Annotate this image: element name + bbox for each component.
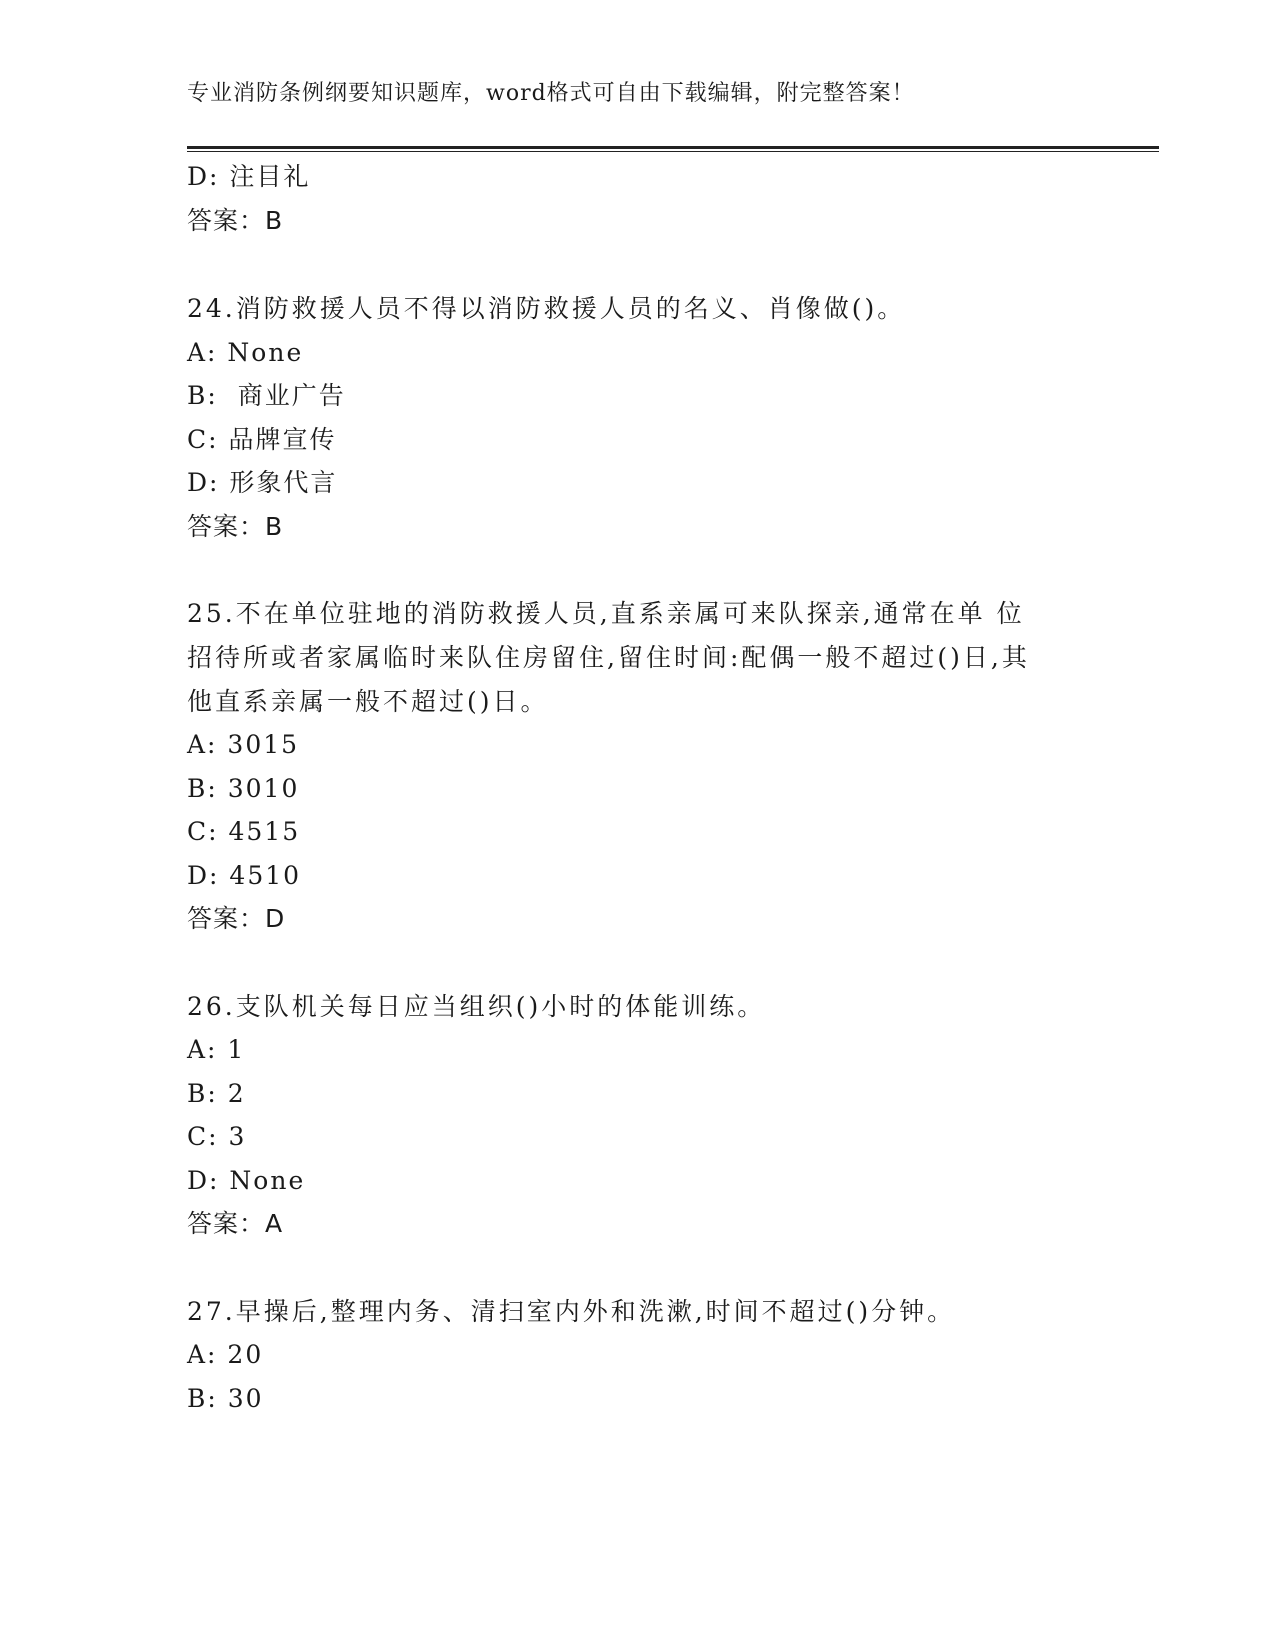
q24-option-c: C: 品牌宣传 (187, 425, 337, 454)
q24-answer: 答案：B (187, 512, 284, 541)
q26-option-c: C: 3 (187, 1122, 247, 1151)
q25-stem-line2: 招待所或者家属临时来队住房留住,留住时间:配偶一般不超过()日,其 (187, 643, 1030, 672)
q25-option-a: A: 3015 (187, 730, 300, 759)
header-rule-thick (187, 146, 1159, 149)
prev-answer: 答案：B (187, 206, 284, 235)
q25-option-d: D: 4510 (187, 861, 302, 890)
q27-option-a: A: 20 (187, 1340, 264, 1369)
q24-option-b: B: 商业广告 (187, 381, 346, 410)
page-header: 专业消防条例纲要知识题库，word格式可自由下载编辑，附完整答案！ (187, 81, 915, 106)
q26-option-b: B: 2 (187, 1079, 246, 1108)
q27-option-b: B: 30 (187, 1384, 264, 1413)
q26-answer: 答案：A (187, 1209, 284, 1238)
q26-option-d: D: None (187, 1166, 306, 1195)
q26-option-a: A: 1 (187, 1035, 246, 1064)
q24-stem: 24.消防救援人员不得以消防救援人员的名义、肖像做()。 (187, 294, 906, 323)
q26-stem: 26.支队机关每日应当组织()小时的体能训练。 (187, 992, 766, 1021)
q25-option-c: C: 4515 (187, 817, 301, 846)
prev-option-d: D: 注目礼 (187, 162, 311, 191)
header-rule-thin (187, 151, 1159, 152)
q25-answer: 答案：D (187, 904, 286, 933)
q25-stem-line1: 25.不在单位驻地的消防救援人员,直系亲属可来队探亲,通常在单 位 (187, 599, 1025, 628)
q25-option-b: B: 3010 (187, 774, 300, 803)
q25-stem-line3: 他直系亲属一般不超过()日。 (187, 687, 549, 716)
q27-stem: 27.早操后,整理内务、清扫室内外和洗漱,时间不超过()分钟。 (187, 1297, 956, 1326)
q24-option-d: D: 形象代言 (187, 468, 338, 497)
q24-option-a: A: None (187, 338, 304, 367)
